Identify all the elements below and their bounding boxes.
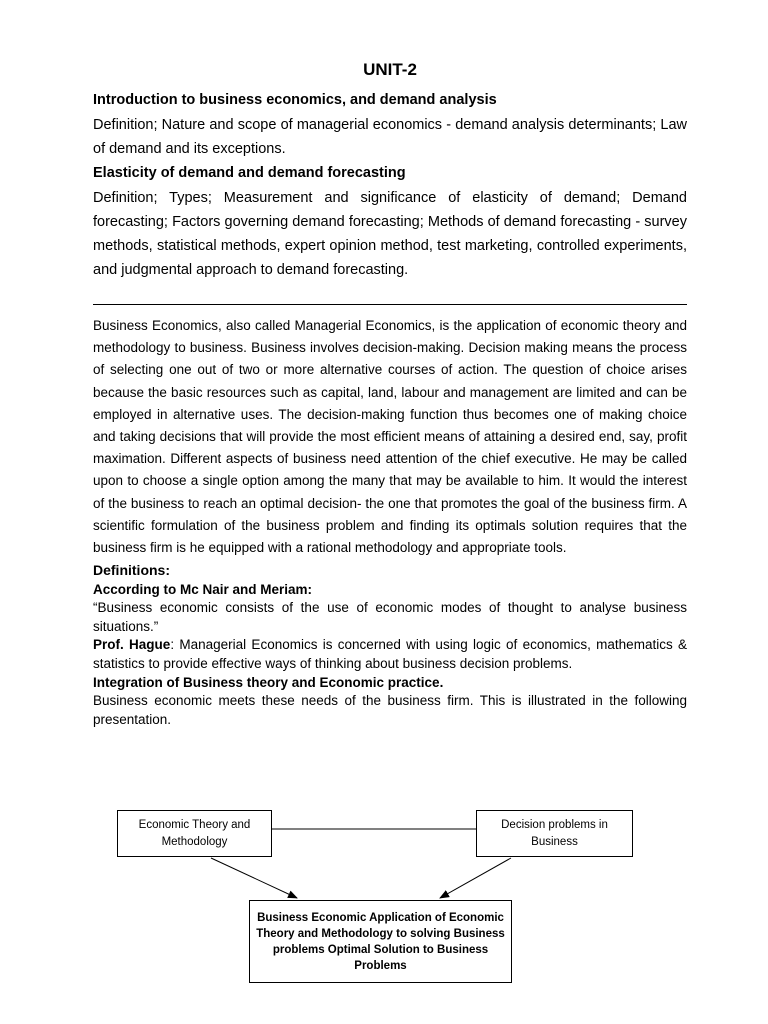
diagram-box-business-economics-label: Business Economic Application of Economic Theory and Methodology to solving Business problems Optimal Solution to Business Problems bbox=[256, 911, 505, 972]
arrow-left-to-bottom bbox=[211, 858, 297, 898]
arrow-right-to-bottom bbox=[440, 858, 511, 898]
syllabus-body-2: Definition; Types; Measurement and significance of elasticity of demand; Demand forecasting; Factors governing demand forecasting; Methods of demand forecasting - survey methods, statistical methods, expert opinion method, test marketing, controlled experiments, and judgmental approach to demand forecasting. bbox=[93, 190, 687, 278]
hague-label: Prof. Hague bbox=[93, 637, 171, 653]
diagram-box-economic-theory bbox=[117, 810, 272, 857]
intro-paragraph: Business Economics, also called Managerial Economics, is the application of economic theory and methodology to business. Business involves decision-making. Decision making means the process of selecting one out of two or more alternative courses of action. The question of choice arises because the basic resources such as capital, land, labour and management are limited and can be employed in alternative uses. The decision-making function thus becomes one of making choice and taking decisions that will provide the most efficient means of attaining a desired end, say, profit maximation. Different aspects of business need attention of the chief executive. He may be called upon to choose a single option among the many that may be available to him. It would the interest of the business to reach an optimal decision- the one that promotes the goal of the business firm. A scientific formulation of the business problem and finding its optimals solution requires that the business firm is he equipped with a rational methodology and appropriate tools. bbox=[93, 318, 687, 556]
diagram-box-business-economics bbox=[249, 900, 512, 983]
integration-heading: Integration of Business theory and Economic practice. bbox=[93, 675, 444, 691]
syllabus-body-1: Definition; Nature and scope of managerial economics - demand analysis determinants; Law of demand and its exceptions. bbox=[93, 117, 687, 157]
mcnair-heading: According to Mc Nair and Meriam: bbox=[93, 582, 313, 598]
integration-text: Business economic meets these needs of the business firm. This is illustrated in the following presentation. bbox=[93, 693, 687, 727]
mcnair-quote: “Business economic consists of the use of economic modes of thought to analyse business situations.” bbox=[93, 600, 687, 634]
diagram-box-decision-problems bbox=[476, 810, 633, 857]
hague-text: : Managerial Economics is concerned with using logic of economics, mathematics & statistics to provide effective ways of thinking about business decision problems. bbox=[93, 637, 687, 671]
syllabus-heading-2: Elasticity of demand and demand forecasting bbox=[93, 165, 406, 181]
syllabus-heading-1: Introduction to business economics, and demand analysis bbox=[93, 92, 497, 108]
diagram-box-decision-problems-label: Decision problems in Business bbox=[501, 818, 608, 848]
definitions-heading: Definitions: bbox=[93, 562, 170, 579]
diagram-box-economic-theory-label: Economic Theory and Methodology bbox=[138, 818, 251, 848]
page-title: UNIT-2 bbox=[363, 60, 417, 79]
